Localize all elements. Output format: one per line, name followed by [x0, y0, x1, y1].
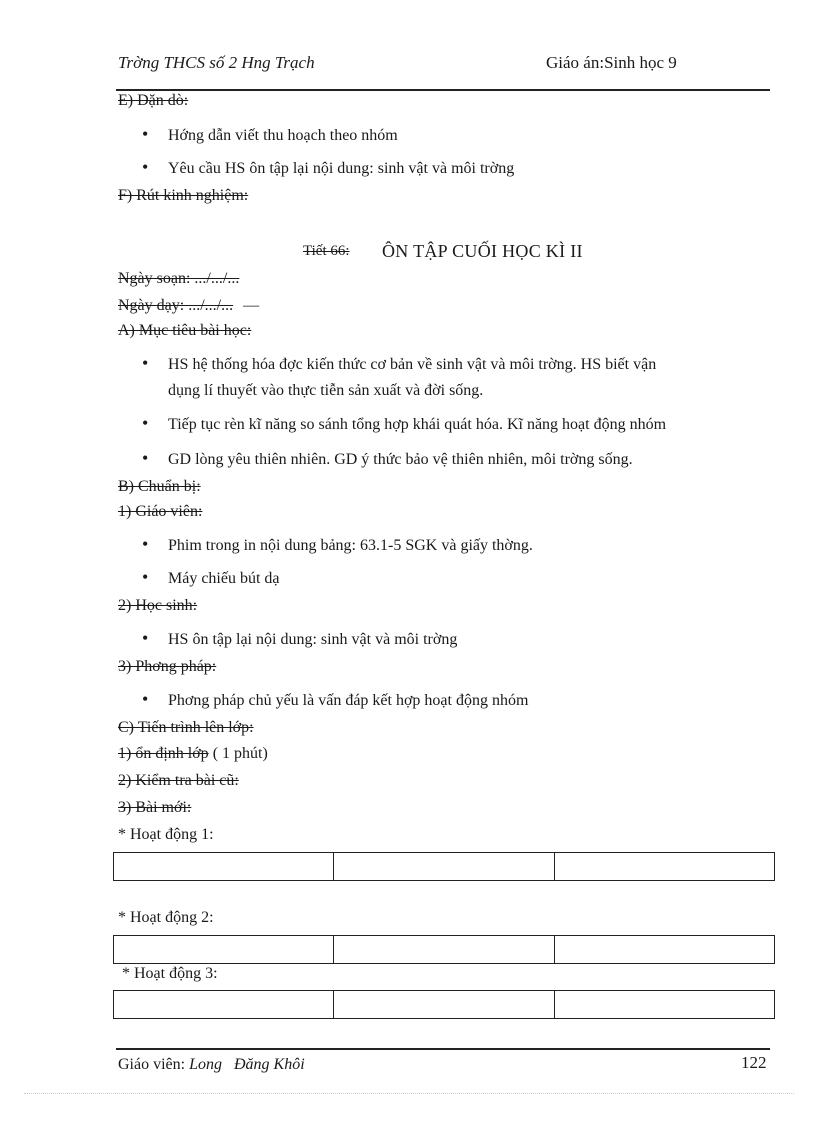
- bullet-icon: •: [142, 628, 149, 648]
- step-2: 2) Kiểm tra bài cũ:: [118, 772, 239, 789]
- table-cell: [334, 853, 555, 881]
- teach-date-line: [118, 297, 259, 315]
- bullet-icon: •: [142, 689, 149, 709]
- activity-2-label: * Hoạt động 2:: [118, 909, 214, 926]
- section-f-heading: F) Rút kinh nghiệm:: [118, 187, 249, 204]
- table-row: [114, 936, 775, 964]
- student-heading: 2) Học sinh:: [118, 597, 198, 614]
- lesson-number: Tiết 66:: [303, 243, 350, 259]
- teach-date-dash: —: [243, 297, 260, 314]
- table-cell: [334, 991, 555, 1019]
- bullet-icon: •: [142, 413, 149, 433]
- list-item: [142, 566, 280, 592]
- list-item-text: Yêu cầu HS ôn tập lại nội dung: sinh vật và môi trờng: [168, 160, 515, 177]
- activity-2-table: [113, 935, 775, 964]
- list-item: [142, 123, 398, 149]
- list-item: [142, 412, 666, 438]
- list-item: [142, 627, 457, 653]
- section-b-heading: B) Chuẩn bị:: [118, 478, 201, 495]
- step-3: 3) Bài mới:: [118, 799, 192, 816]
- bullet-icon: •: [142, 157, 149, 177]
- list-item: [142, 352, 656, 378]
- page-number: 122: [741, 1053, 767, 1072]
- table-cell: [555, 991, 775, 1019]
- page-edge-dotted-line: [24, 1093, 794, 1094]
- activity-1-table: [113, 852, 775, 881]
- activity-3-table: [113, 990, 775, 1019]
- list-item-text: Hớng dẫn viết thu hoạch theo nhóm: [168, 127, 398, 144]
- list-item-text: HS hệ thống hóa đợc kiến thức cơ bản về sinh vật và môi trờng. HS biết vận: [168, 356, 657, 373]
- step-1-label: 1) ổn định lớp: [118, 745, 209, 762]
- step-1-time: ( 1 phút): [208, 745, 268, 762]
- footer-teacher: [118, 1056, 305, 1074]
- bullet-icon: •: [142, 448, 149, 468]
- bullet-icon: •: [142, 124, 149, 144]
- table-cell: [114, 991, 334, 1019]
- table-cell: [114, 936, 334, 964]
- table-row: [114, 853, 775, 881]
- bullet-icon: •: [142, 567, 149, 587]
- list-item: [142, 533, 533, 559]
- footer-divider: [116, 1048, 770, 1050]
- list-item-continuation: dụng lí thuyết vào thực tiễn sản xuất và đời sống.: [168, 382, 484, 399]
- footer-teacher-label: Giáo viên:: [118, 1056, 190, 1073]
- activity-1-label: * Hoạt động 1:: [118, 826, 214, 843]
- section-c-heading: C) Tiến trình lên lớp:: [118, 719, 254, 736]
- step-1: [118, 745, 268, 763]
- activity-3-label: * Hoạt động 3:: [118, 965, 218, 982]
- list-item-text: Phim trong in nội dung bảng: 63.1-5 SGK và giấy thờng.: [168, 537, 533, 554]
- list-item: [142, 156, 514, 182]
- teach-date: Ngày dạy: .../.../...: [118, 297, 234, 314]
- header-divider: [116, 89, 770, 91]
- list-item-text: Máy chiếu bút dạ: [168, 570, 280, 587]
- table-cell: [555, 853, 775, 881]
- list-item-text: Phơng pháp chủ yếu là vấn đáp kết hợp hoạt động nhóm: [168, 692, 529, 709]
- bullet-icon: •: [142, 353, 149, 373]
- lesson-title: ÔN TẬP CUỐI HỌC KÌ II: [382, 241, 583, 261]
- list-item-text: GD lòng yêu thiên nhiên. GD ý thức bảo vệ thiên nhiên, môi trờng sống.: [168, 451, 633, 468]
- section-a-heading: A) Mục tiêu bài học:: [118, 322, 252, 339]
- section-e-heading: E) Dặn dò:: [118, 92, 189, 109]
- table-cell: [114, 853, 334, 881]
- teacher-heading: 1) Giáo viên:: [118, 503, 203, 520]
- prep-date: Ngày soạn: .../.../...: [118, 270, 240, 287]
- table-cell: [334, 936, 555, 964]
- footer-teacher-name: Long Đăng Khôi: [189, 1056, 305, 1073]
- header-school: Trờng THCS số 2 Hng Trạch: [118, 53, 315, 72]
- bullet-icon: •: [142, 534, 149, 554]
- list-item-text: Tiếp tục rèn kĩ năng so sánh tổng hợp khái quát hóa. Kĩ năng hoạt động nhóm: [168, 416, 667, 433]
- list-item-text: HS ôn tập lại nội dung: sinh vật và môi trờng: [168, 631, 458, 648]
- header-subject: Giáo án:Sinh học 9: [546, 53, 677, 72]
- method-heading: 3) Phơng pháp:: [118, 658, 217, 675]
- table-row: [114, 991, 775, 1019]
- list-item: [142, 447, 633, 473]
- list-item: [142, 688, 528, 714]
- table-cell: [555, 936, 775, 964]
